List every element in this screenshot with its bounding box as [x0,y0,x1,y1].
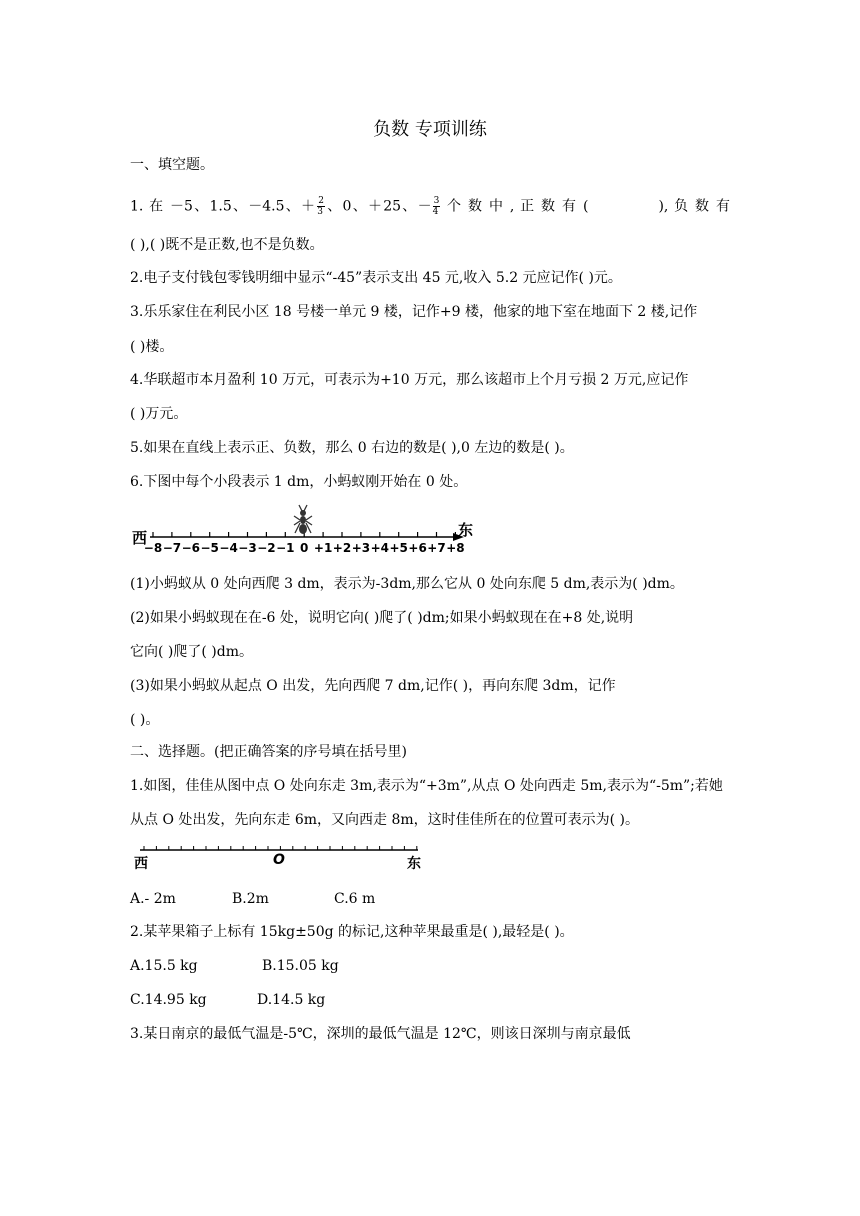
numberline-tick-label: +8 [446,541,465,555]
numberline-tick-label: +5 [389,541,408,555]
q6-s1: (1)小蚂蚁从 0 处向西爬 3 dm，表示为-3dm,那么它从 0 处向东爬 5 dm,表示为( )dm。 [130,576,684,592]
q1-part3: 个 数 中 , 正 数 有 ( [441,198,589,215]
q6-intro: 6.下图中每个小段表示 1 dm，小蚂蚁刚开始在 0 处。 [130,474,468,490]
numberline-tick-label: +4 [370,541,390,555]
numberline-tick-label: +7 [427,541,446,555]
numberline-east-label: 东 [458,521,474,539]
s2-q1-options [130,889,730,909]
option-b: B.15.05 kg [262,958,339,974]
ant-number-line [128,503,478,559]
numberline-tick-label: +3 [351,541,371,555]
numberline-tick-label: −7 [162,541,182,555]
s2-q1-line1: 1.如图，佳佳从图中点 O 处向东走 3m,表示为“+3m”,从点 O 处向西走 5m,表示为“-5m”;若她 [130,778,723,794]
option-b: B.2m [232,891,269,907]
numberline-tick-label: 0 [300,541,309,555]
q1-line1 [130,196,730,217]
numberline-tick-label: −2 [257,541,276,555]
numberline-tick-label: −5 [200,541,219,555]
numberline-tick-label: −1 [276,541,295,555]
s2-q1-line2: 从点 O 处出发，先向东走 6m，又向西走 8m，这时佳佳所在的位置可表示为( )。 [130,812,640,828]
numberline-tick-label: −8 [143,541,163,555]
s2-q2-options-row1 [130,956,730,976]
option-a: A.- 2m [130,891,176,907]
s2-q2-stem: 2.某苹果箱子上标有 15kg±50g 的标记,这种苹果最重是( ),最轻是( )。 [130,924,574,940]
q3-line2: ( )楼。 [130,339,174,355]
q1-part2: 、0、＋25、－ [326,198,432,215]
diagram-origin-label: O [273,852,285,868]
diagram-west-label: 西 [134,856,148,872]
section1-heading: 一、填空题。 [130,157,214,173]
q1-prefix: 1. 在 [130,198,171,215]
s2-q3: 3.某日南京的最低气温是-5℃，深圳的最低气温是 12℃，则该日深圳与南京最低 [130,1026,631,1042]
s2-q2-options-row2 [130,990,730,1010]
numberline-ticks [144,532,465,555]
diagram-east-label: 东 [407,856,421,872]
numberline-tick-label: +6 [408,541,427,555]
numberline-tick-label: −4 [219,541,238,555]
numberline-tick-label: +2 [332,541,352,555]
option-a: A.15.5 kg [130,958,198,974]
q6-s2-line1: (2)如果小蚂蚁现在在-6 处，说明它向( )爬了( )dm;如果小蚂蚁现在在+8 处,说明 [130,610,634,626]
numberline-tick-label: −3 [238,541,257,555]
q5: 5.如果在直线上表示正、负数，那么 0 右边的数是( ),0 左边的数是( )。 [130,440,574,456]
option-c: C.6 m [334,891,376,907]
fraction-two-thirds: $\frac{2}{3}$ [317,196,325,217]
q6-s3-line1: (3)如果小蚂蚁从起点 O 出发，先向西爬 7 dm,记作( )，再向东爬 3dm，记作 [130,678,616,694]
numberline-tick-label: +1 [313,541,333,555]
q1-line2: ( ),( )既不是正数,也不是负数。 [130,237,324,253]
ant-icon [294,505,312,534]
numberline-west-label: 西 [132,529,148,547]
fraction-three-quarters: $\frac{3}{4}$ [432,196,440,217]
q3-line1: 3.乐乐家住在利民小区 18 号楼一单元 9 楼，记作+9 楼，他家的地下室在地面下 2 楼,记作 [130,304,698,320]
west-east-diagram [128,842,428,876]
page-title: 负数 专项训练 [373,119,487,140]
section2-heading: 二、选择题。(把正确答案的序号填在括号里) [130,744,407,760]
q4-line1: 4.华联超市本月盈利 10 万元，可表示为+10 万元，那么该超市上个月亏损 2 万元,应记作 [130,372,689,388]
q6-s2-line2: 它向( )爬了( )dm。 [130,644,253,660]
q1-part1: －5、1.5、－4.5、＋ [170,198,317,215]
q6-s3-line2: ( )。 [130,712,160,728]
q2: 2.电子支付钱包零钱明细中显示“-45”表示支出 45 元,收入 5.2 元应记作( )元。 [130,270,622,286]
q4-line2: ( )万元。 [130,406,188,422]
option-c: C.14.95 kg [130,992,207,1008]
q1-part4: ), 负 数 有 [658,198,731,215]
numberline-tick-label: −6 [181,541,201,555]
option-d: D.14.5 kg [257,992,326,1008]
